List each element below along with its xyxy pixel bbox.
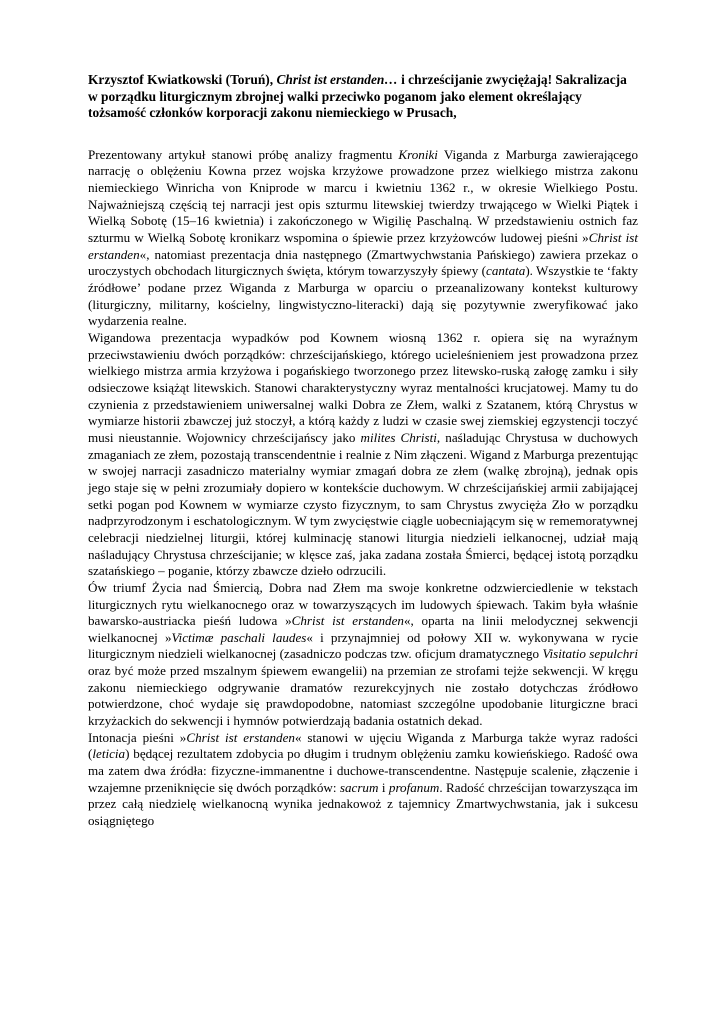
italic-text: Victimæ paschali laudes bbox=[171, 629, 307, 645]
title-rest: i chrześcijanie zwyciężają! Sakralizacja w porządku liturgicznym zbrojnej walki przeciwko poganom jako element określający tożsamość członków korporacji zakonu niemieckiego w Prusach, bbox=[88, 72, 627, 121]
text-run: ). Wszystkie te ‘fakty źródłowe’ podane przez Wiganda z Marburga w oparciu o przeanalizowany kontekst kulturowy (liturgiczny, militarny, kościelny, lingwistyczno-literacki) dają się pozytywnie zweryfikować jako wydarzenia realne. bbox=[88, 263, 638, 329]
text-run: i bbox=[378, 779, 389, 795]
italic-text: Visitatio sepulchri bbox=[542, 646, 638, 662]
paragraph bbox=[88, 330, 638, 580]
paragraph bbox=[88, 147, 638, 330]
text-run: Prezentowany artykuł stanowi próbę analizy fragmentu bbox=[88, 146, 399, 162]
text-run: Ów triumf Życia nad Śmiercią, Dobra nad Złem ma swoje konkretne odzwierciedlenie w tekstach liturgicznych rytu wielkanocnego oraz w towarzyszących im ludowych śpiewach. Takim była właśnie bawarsko-austriacka pieśń ludowa » bbox=[88, 579, 638, 629]
text-run: «, natomiast prezentacja dnia następnego (Zmartwychwstania Pańskiego) zawiera przekaz o uroczystych obchodach liturgicznych święta, którym towarzyszyły śpiewy ( bbox=[88, 246, 638, 279]
text-run: Intonacja pieśni » bbox=[88, 729, 187, 745]
article-title bbox=[88, 72, 638, 122]
paragraph bbox=[88, 730, 638, 830]
italic-text: Kroniki bbox=[398, 146, 438, 162]
title-author: Krzysztof Kwiatkowski (Toruń), bbox=[88, 72, 277, 87]
text-run: « stanowi w ujęciu Wiganda z Marburga także wyraz radości ( bbox=[88, 729, 638, 762]
italic-text: Christ ist erstanden bbox=[88, 230, 638, 262]
italic-text: Christ ist erstanden bbox=[186, 729, 295, 745]
text-run: , naśladując Chrystusa w duchowych zmaganiach ze złem, pozostają transcendentnie i realnie z Nim złączeni. Wigand z Marburga prezentując w swojej narracji zasadniczo materialny wymiar zmagań dobra ze złem (walkę zbrojną), jednak opis jego staje się w pełni zrozumiały dopiero w kontekście duchowym. W chrześcijańskiej armii zabijającej setki pogan pod Kownem w wymiarze czysto fizycznym, to sam Chrystus zwycięża Zło w porządku nadprzyrodzonym i eschatologicznym. W tym zwycięstwie ciągle uobecniającym się w rememoratywnej celebracji niedzielnej liturgii, której kulminację stanowi liturgia niedzieli ielkanocnej, udział mają naśladujący Chrystusa chrześcijanie; w klęsce zaś, jaka zadana została Śmierci, będącej istotą porządku szatańskiego – poganie, którzy zbawcze dzieło odrzucili. bbox=[88, 429, 638, 579]
italic-text: cantata bbox=[486, 263, 526, 279]
article-body bbox=[88, 147, 638, 830]
text-run: Viganda z Marburga zawierającego narrację o oblężeniu Kowna przez wojska krzyżowe prowadzone przez wielkiego mistrza zakonu niemieckiego Winricha von Kniprode w marcu i kwietniu 1362 r., w okresie Wielkiego Postu. Najważniejszą częścią tej narracji jest opis szturmu litewskiej twierdzy trwającego w Wielki Piątek i Wielką Sobotę (15–16 kwietnia) i zakończonego w Wigilię Paschalną. W przedstawieniu ostnich faz szturmu w Wielką Sobotę kronikarz wspomina o śpiewie przez krzyżowców ludowej pieśni » bbox=[88, 146, 638, 246]
text-run: oraz być może przed mszalnym śpiewem ewangelii) na przemian ze strofami tejże sekwencji. W kręgu zakonu niemieckiego odgrywanie dramatów rezurekcyjnych nie zostało dotychczas źródłowo potwierdzone, choć wydaje się prawdopodobne, natomiast szczególne upodobanie liturgiczne braci krzyżackich do sekwencji i hymnów potwierdzają badania ostatnich dekad. bbox=[88, 663, 638, 729]
italic-text: sacrum bbox=[339, 779, 379, 795]
text-run: Wigandowa prezentacja wypadków pod Kownem wiosną 1362 r. opiera się na wyraźnym przeciwstawieniu dwóch porządków: chrześcijańskiego, którego ucieleśnieniem jest prowadzona przez wielkiego mistrza armia krzyżowa i pogańskiego tworzonego przez litewsko-ruską załogę zamku i siły odsieczowe książąt litewskich. Stanowi charakterystyczny wyraz mentalności krucjatowej. Mamy tu do czynienia z przedstawieniem uniwersalnej walki Dobra ze Złem, walki z Szatanem, którą Chrystus w wymiarze historii zbawczej już stoczył, a którą każdy z ludzi w czasie swej ziemskiej egzystencji toczyć musi nieustannie. Wojownicy chrześcijańscy jako bbox=[88, 330, 638, 445]
document-page bbox=[88, 72, 638, 830]
text-run: « i przynajmniej od połowy XII w. wykonywana w rycie liturgicznym niedzieli wielkanocnej (zasadniczo podczas tzw. oficjum dramatycznego bbox=[88, 629, 639, 662]
italic-text: milites Christi bbox=[360, 429, 437, 445]
title-italic: Christ ist erstanden… bbox=[276, 72, 398, 87]
italic-text: leticia bbox=[92, 746, 126, 762]
paragraph bbox=[88, 580, 638, 730]
text-run: . Radość chrześcijan towarzysząca im przez całą niedzielę wielkanocną wynika jednakowoż z tajemnicy Zmartwychwstania, jak i sukcesu osiągniętego bbox=[88, 779, 638, 829]
text-run: «, oparta na linii melodycznej sekwencji wielkanocnej » bbox=[88, 613, 638, 645]
italic-text: Christ ist erstanden bbox=[291, 613, 404, 629]
text-run: ) będącej rezultatem zdobycia po długim i trudnym oblężeniu zamku kowieńskiego. Radość owa ma zatem dwa źródła: fizyczne-immanentne i duchowe-transcendentne. Następuje scalenie, złączenie i wzajemne przeniknięcie się dwóch porządków: bbox=[88, 746, 638, 795]
italic-text: profanum bbox=[388, 779, 440, 795]
